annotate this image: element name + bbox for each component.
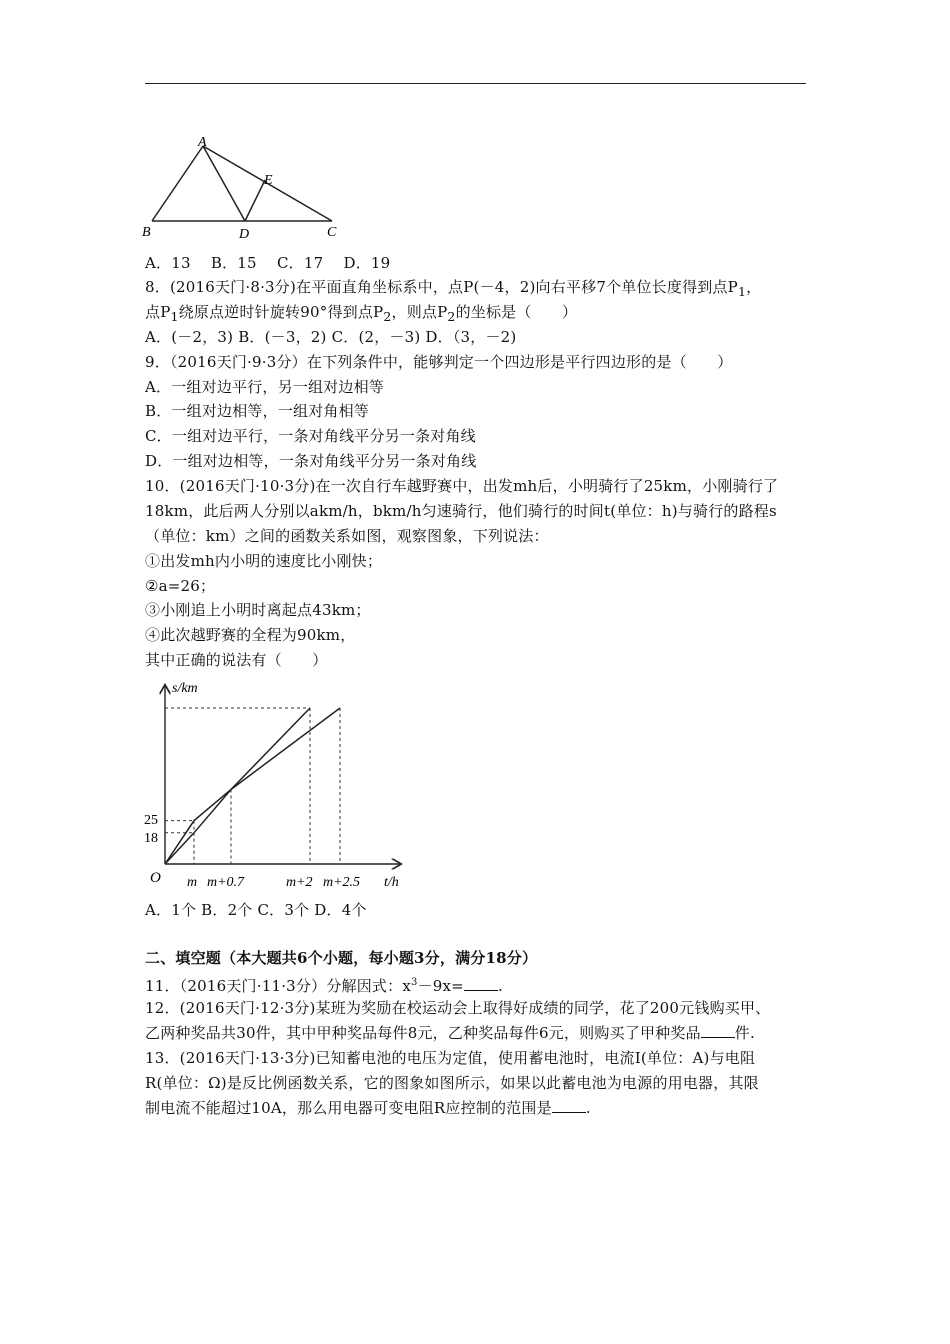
x-tick-m-plus-2-5: m+2.5 xyxy=(323,875,361,890)
label-c: C xyxy=(327,225,337,240)
y-tick-25: 25 xyxy=(144,813,158,828)
side-ab xyxy=(152,146,203,221)
q8-line2: 点$P_1$绕原点逆时针旋转90°得到点$P_2$，则点$P_2$的坐标是（ ） xyxy=(145,303,578,324)
q9-option-b: B．一组对边相等，一组对角相等 xyxy=(145,402,370,420)
q8-line1: 8．(2016天门·8·3分)在平面直角坐标系中，点P(－4，2)向右平移7个单位长度得到点$P_1$， xyxy=(145,278,762,299)
label-b: B xyxy=(142,225,151,240)
label-a: A xyxy=(198,135,207,150)
section2-heading: 二、填空题（本大题共6个小题，每小题3分，满分18分） xyxy=(145,949,538,967)
q12-line2: 乙两种奖品共30件，其中甲种奖品每件8元，乙种奖品每件6元，则购买了甲种奖品 件. xyxy=(145,1024,755,1042)
y-tick-18: 18 xyxy=(144,831,158,846)
q13-line2: R(单位：Ω)是反比例函数关系，它的图象如图所示，如果以此蓄电池为电源的用电器，其限 xyxy=(145,1074,759,1092)
segment-de xyxy=(245,180,265,221)
q9-option-d: D．一组对边相等，一条对角线平分另一条对角线 xyxy=(145,452,477,470)
q11-answer-blank[interactable] xyxy=(464,976,498,991)
triangle-figure xyxy=(140,132,340,244)
x-tick-m-plus-0-7: m+0.7 xyxy=(207,875,245,890)
q11: 11．（2016天门·11·3分）分解因式：$x^3-9x=$ . xyxy=(145,977,503,995)
q13-answer-blank[interactable] xyxy=(552,1098,586,1113)
x-axis-label: t/h xyxy=(384,875,399,890)
q12-answer-blank[interactable] xyxy=(701,1023,735,1038)
x-tick-m-plus-2: m+2 xyxy=(286,875,313,890)
header-rule xyxy=(145,83,806,84)
x-tick-m: m xyxy=(187,875,198,890)
q10-line-7: ④此次越野赛的全程为90km， xyxy=(145,626,356,644)
q13-line1: 13．(2016天门·13·3分)已知蓄电池的电压为定值，使用蓄电池时，电流I(单位：A)与电阻 xyxy=(145,1049,756,1067)
q9-option-a: A．一组对边平行，另一组对边相等 xyxy=(145,378,385,396)
q9-option-c: C．一组对边平行，一条对角线平分另一条对角线 xyxy=(145,427,476,445)
q10-line-3: （单位：km）之间的函数关系如图，观察图象，下列说法： xyxy=(145,527,549,545)
label-d: D xyxy=(239,227,250,242)
q10-line-2: 18km，此后两人分别以akm/h，bkm/h匀速骑行，他们骑行的时间t(单位：h)与骑行的路程s xyxy=(145,502,777,520)
q10-line-1: 10．(2016天门·10·3分)在一次自行车越野赛中，出发mh后，小明骑行了25km，小刚骑行了 xyxy=(145,477,779,495)
series-line-1 xyxy=(165,708,340,864)
y-axis-label: s/km xyxy=(172,681,198,696)
q10-line-4: ①出发mh内小明的速度比小刚快； xyxy=(145,552,383,570)
q10-options: A．1个 B．2个 C．3个 D．4个 xyxy=(145,901,367,919)
origin-label: O xyxy=(150,870,161,886)
q12-line1: 12．(2016天门·12·3分)某班为奖励在校运动会上取得好成绩的同学，花了200元钱购买甲、 xyxy=(145,999,771,1017)
series-line-2 xyxy=(165,708,310,864)
q10-line-8: 其中正确的说法有（ ） xyxy=(145,651,328,669)
segment-ad xyxy=(203,146,245,221)
q7-options: A．13 B．15 C．17 D．19 xyxy=(145,254,391,272)
distance-time-chart xyxy=(138,676,408,894)
q8-options: A．(－2，3) B．(－3，2) C．(2，－3) D．（3，－2) xyxy=(145,328,517,346)
label-e: E xyxy=(264,173,273,188)
q13-line3: 制电流不能超过10A，那么用电器可变电阻R应控制的范围是 . xyxy=(145,1099,591,1117)
q10-line-5: ②a=26； xyxy=(145,577,216,595)
q10-line-6: ③小刚追上小明时离起点43km； xyxy=(145,601,371,619)
q9-stem: 9．（2016天门·9·3分）在下列条件中，能够判定一个四边形是平行四边形的是（ ） xyxy=(145,353,733,371)
